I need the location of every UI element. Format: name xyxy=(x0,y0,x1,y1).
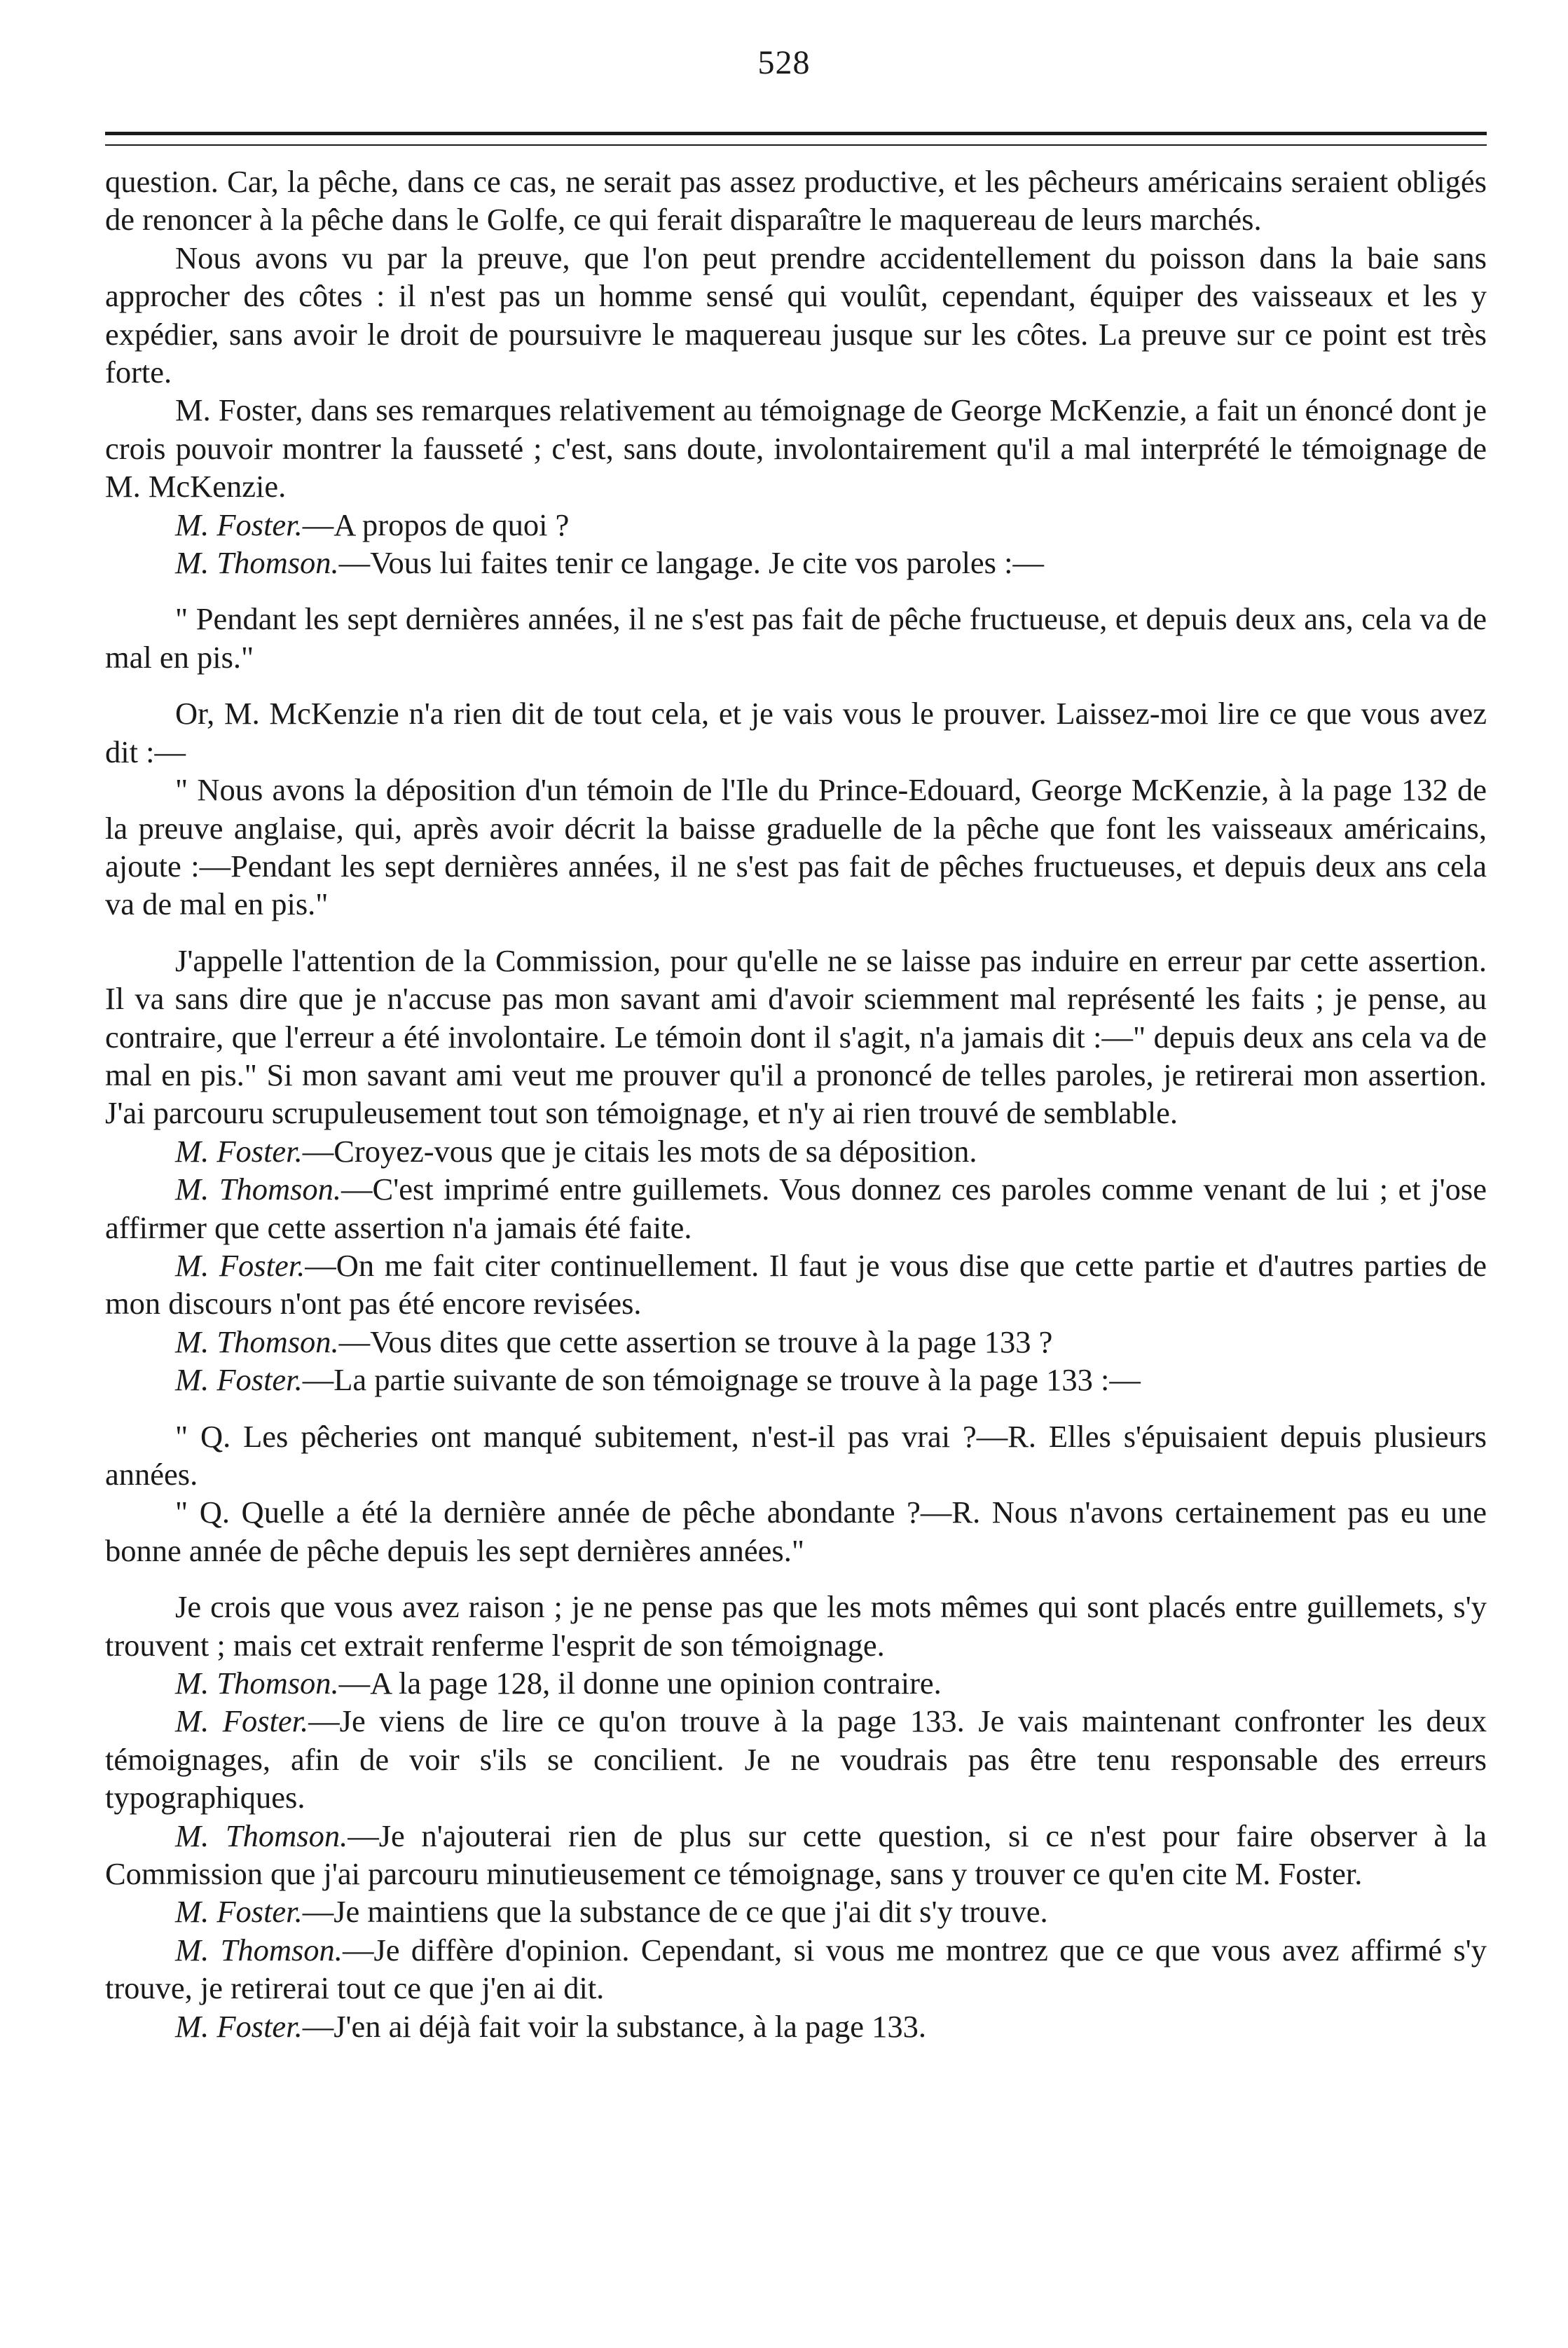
paragraph xyxy=(105,1493,1487,1570)
header-rule-thin xyxy=(105,144,1487,146)
body-text xyxy=(105,163,1487,2045)
speaker-name: M. Thomson. xyxy=(175,1324,339,1359)
paragraph-text: —Je diffère d'opinion. Cependant, si vous me montrez que ce que vous avez affirmé s'y trouve, je retirerai tout ce que j'en ai dit. xyxy=(105,1932,1487,2006)
speaker-paragraph xyxy=(105,1817,1487,1893)
paragraph-text: —Vous dites que cette assertion se trouve à la page 133 ? xyxy=(338,1324,1053,1359)
paragraph-text: " Q. Quelle a été la dernière année de pêche abondante ?—R. Nous n'avons certainement pas eu une bonne année de pêche depuis les sept dernières années." xyxy=(105,1495,1487,1568)
speaker-name: M. Thomson. xyxy=(175,1932,343,1968)
paragraph-text: —Je n'ajouterai rien de plus sur cette question, si ce n'est pour faire observer à la Commission que j'ai parcouru minutieusement ce témoignage, sans y trouver ce qu'en cite M. Foster. xyxy=(105,1818,1487,1892)
paragraph-text: —Je maintiens que la substance de ce que j'ai dit s'y trouve. xyxy=(302,1894,1048,1930)
speaker-name: M. Thomson. xyxy=(175,1666,339,1701)
speaker-paragraph xyxy=(105,1170,1487,1247)
paragraph-text: —La partie suivante de son témoignage se trouve à la page 133 :— xyxy=(302,1362,1141,1398)
speaker-name: M. Foster. xyxy=(175,1362,303,1398)
paragraph-text: question. Car, la pêche, dans ce cas, ne serait pas assez productive, et les pêcheurs américains seraient obligés de renoncer à la pêche dans le Golfe, ce qui ferait disparaître le maquereau de leurs marchés. xyxy=(105,164,1487,238)
speaker-paragraph xyxy=(105,1361,1487,1399)
paragraph xyxy=(105,1588,1487,1664)
paragraph-text: —A propos de quoi ? xyxy=(302,507,570,542)
speaker-name: M. Thomson. xyxy=(175,545,339,581)
speaker-paragraph xyxy=(105,1132,1487,1170)
speaker-name: M. Foster. xyxy=(175,507,303,542)
paragraph-text: —C'est imprimé entre guillemets. Vous donnez ces paroles comme venant de lui ; et j'ose affirmer que cette assertion n'a jamais été faite. xyxy=(105,1172,1487,1245)
paragraph-text: M. Foster, dans ses remarques relativement au témoignage de George McKenzie, a fait un énoncé dont je crois pouvoir montrer la fausseté ; c'est, sans doute, involontairement qu'il a mal interprété le témoignage de M. McKenzie. xyxy=(105,392,1487,504)
paragraph-text: " Nous avons la déposition d'un témoin de l'Ile du Prince-Edouard, George McKenzie, à la page 132 de la preuve anglaise, qui, après avoir décrit la baisse graduelle de la pêche que font les vaisseaux américains, ajoute :—Pendant les sept dernières années, il ne s'est pas fait de pêches fructueuses, et depuis deux ans cela va de mal en pis." xyxy=(105,772,1487,922)
speaker-name: M. Thomson. xyxy=(175,1818,348,1853)
paragraph-text: J'appelle l'attention de la Commission, pour qu'elle ne se laisse pas induire en erreur par cette assertion. Il va sans dire que je n'accuse pas mon savant ami d'avoir sciemment mal représenté les faits ; je pense, au contraire, que l'erreur a été involontaire. Le témoin dont il s'agit, n'a jamais dit :—" depuis deux ans cela va de mal en pis." Si mon savant ami veut me prouver qu'il a prononcé de telles paroles, je retirerai mon assertion. J'ai parcouru scrupuleusement tout son témoignage, et n'y ai rien trouvé de semblable. xyxy=(105,942,1487,1131)
paragraph-text: " Pendant les sept dernières années, il ne s'est pas fait de pêche fructueuse, et depuis deux ans, cela va de mal en pis." xyxy=(105,601,1487,675)
speaker-name: M. Foster. xyxy=(175,1247,305,1283)
paragraph-text: —Vous lui faites tenir ce langage. Je cite vos paroles :— xyxy=(338,545,1044,581)
speaker-paragraph xyxy=(105,1664,1487,1702)
speaker-name: M. Foster. xyxy=(175,1703,309,1739)
paragraph xyxy=(105,771,1487,924)
paragraph xyxy=(105,239,1487,392)
speaker-name: M. Foster. xyxy=(175,1133,303,1169)
speaker-name: M. Foster. xyxy=(175,2008,303,2044)
speaker-paragraph xyxy=(105,1247,1487,1323)
speaker-paragraph xyxy=(105,1931,1487,2007)
paragraph-text: Nous avons vu par la preuve, que l'on peut prendre accidentellement du poisson dans la baie sans approcher des côtes : il n'est pas un homme sensé qui voulût, cependant, équiper des vaisseaux et les y expédier, sans avoir le droit de poursuivre le maquereau jusque sur les côtes. La preuve sur ce point est très forte. xyxy=(105,240,1487,390)
page-number: 528 xyxy=(757,44,811,81)
paragraph-text: —J'en ai déjà fait voir la substance, à la page 133. xyxy=(302,2008,926,2044)
speaker-paragraph xyxy=(105,1323,1487,1361)
speaker-paragraph xyxy=(105,506,1487,544)
paragraph xyxy=(105,391,1487,505)
paragraph xyxy=(105,942,1487,1132)
speaker-name: M. Thomson. xyxy=(175,1172,342,1207)
speaker-paragraph xyxy=(105,1893,1487,1930)
speaker-name: M. Foster. xyxy=(175,1894,303,1930)
paragraph xyxy=(105,694,1487,771)
speaker-paragraph xyxy=(105,544,1487,582)
quoted-paragraph xyxy=(105,600,1487,676)
speaker-paragraph xyxy=(105,1702,1487,1816)
speaker-paragraph xyxy=(105,2007,1487,2045)
paragraph-text: Je crois que vous avez raison ; je ne pense pas que les mots mêmes qui sont placés entre guillemets, s'y trouvent ; mais cet extrait renferme l'esprit de son témoignage. xyxy=(105,1589,1487,1663)
paragraph-text: " Q. Les pêcheries ont manqué subitement, n'est-il pas vrai ?—R. Elles s'épuisaient depuis plusieurs années. xyxy=(105,1418,1487,1492)
paragraph-text: —On me fait citer continuellement. Il faut je vous dise que cette partie et d'autres parties de mon discours n'ont pas été encore revisées. xyxy=(105,1247,1487,1321)
quoted-paragraph xyxy=(105,1417,1487,1494)
header-rule-thick xyxy=(105,132,1487,135)
paragraph-text: —Croyez-vous que je citais les mots de sa déposition. xyxy=(302,1133,977,1169)
paragraph-text: —A la page 128, il donne une opinion contraire. xyxy=(338,1666,942,1701)
paragraph-text: Or, M. McKenzie n'a rien dit de tout cela, et je vais vous le prouver. Laissez-moi lire ce que vous avez dit :— xyxy=(105,696,1487,769)
paragraph xyxy=(105,163,1487,239)
paragraph-text: —Je viens de lire ce qu'on trouve à la page 133. Je vais maintenant confronter les deux témoignages, afin de voir s'ils se concilient. Je ne voudrais pas être tenu responsable des erreurs typographiques. xyxy=(105,1703,1487,1815)
